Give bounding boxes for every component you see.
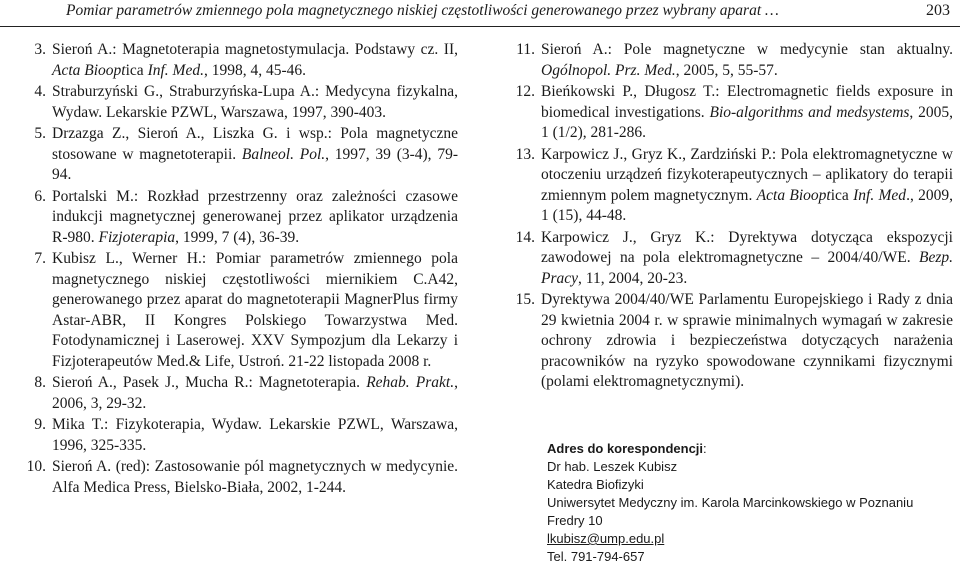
reference-number: 5. [34, 125, 46, 142]
reference-source-italic: Bio-algorithms and medsystems [709, 103, 910, 121]
contact-name: Dr hab. Leszek Kubisz [547, 459, 678, 474]
reference-text: Sieroń A., Pasek J., Mucha R.: Magnetoterapia. [52, 374, 367, 391]
contact-street: Fredry 10 [547, 513, 603, 528]
correspondence-heading: Adres do korespondencji [547, 441, 704, 456]
reference-text: ica [125, 61, 148, 79]
reference-text: , 1998, 4, 45-46. [203, 61, 307, 79]
reference-item [22, 249, 458, 372]
reference-number: 14. [515, 228, 535, 246]
reference-text: Mika T.: Fizykoterapia, Wydaw. Lekarskie PZWL, Warszawa, 1996, 325-335. [52, 416, 458, 454]
contact-email-link[interactable]: lkubisz@ump.edu.pl [547, 531, 665, 546]
reference-item [509, 290, 953, 393]
reference-source-italic: Fizjoterapia [98, 228, 176, 246]
reference-text: Kubisz L., Werner H.: Pomiar parametrów zmiennego pola magnetycznego niskiej częstotliwości miernikiem C.A42, generowanego przez aparat do magnetoterapii MagnerPlus firmy Astar-ABR, II Kongres Polskiego Towarzystwa Med. Fotodynamicznej i Laserowej. XXV Sympozjum dla Lekarzy i Fizjoterapeutów Med.& Life, Ustroń. 21-22 listopada 2008 r. [52, 250, 458, 370]
reference-source-italic: Bezp. Pracy [541, 249, 953, 287]
contact-phone: Tel. 791-794-657 [547, 549, 645, 564]
reference-item [22, 82, 458, 123]
reference-text: Sieroń A.: Pole magnetyczne w medycynie stan aktualny. [541, 41, 953, 58]
reference-item [509, 145, 953, 227]
reference-item [22, 373, 458, 414]
reference-item [509, 228, 953, 290]
reference-number: 6. [34, 187, 46, 205]
correspondence-block [547, 440, 947, 566]
reference-text: Straburzyński G., Straburzyńska-Lupa A.: Medycyna fizykalna, Wydaw. Lekarskie PZWL, Warszawa, 1997, 390-403. [52, 83, 458, 121]
reference-text: Karpowicz J., Gryz K., Zardziński P.: Pola elektromagnetyczne w otoczeniu urządzeń fizykoterapeutycznych – aplikatory do terapii zmiennym polem magnetycznym. [541, 145, 953, 204]
reference-text: ica [830, 186, 854, 204]
reference-number: 3. [34, 41, 46, 58]
reference-text: Drzazga Z., Sieroń A., Liszka G. i wsp.: Pola magnetyczne stosowane w magnetoterapii. [52, 125, 458, 163]
reference-source-italic: Ogólnopol. Prz. Med. [541, 61, 676, 79]
reference-item [22, 415, 458, 456]
reference-number: 13. [515, 145, 535, 163]
reference-text: , 2005, 5, 55-57. [675, 61, 778, 79]
reference-item [509, 82, 953, 144]
reference-source-italic: Inf. Med. [147, 61, 204, 79]
reference-number: 10. [26, 458, 46, 475]
reference-item [22, 187, 458, 249]
reference-text: , 1999, 7 (4), 36-39. [175, 228, 300, 246]
reference-number: 9. [34, 416, 46, 433]
references-right-column [509, 40, 953, 394]
reference-text: , 11, 2004, 20-23. [578, 269, 688, 287]
reference-number: 4. [34, 83, 46, 100]
reference-text: Bieńkowski P., Długosz T.: Electromagnetic fields exposure in biomedical investigations. [541, 83, 953, 121]
reference-source-italic: Acta Bioopt [52, 61, 126, 79]
contact-department: Katedra Biofizyki [547, 477, 644, 492]
reference-item [22, 40, 458, 81]
reference-source-italic: Rehab. Prakt. [366, 374, 455, 391]
reference-item [22, 124, 458, 186]
references-left-column [22, 40, 458, 499]
correspondence-colon: : [703, 441, 707, 456]
reference-text: Portalski M.: Rozkład przestrzenny oraz zależności czasowe indukcji magnetycznej generowanej przez aplikator urządzenia R-980. [52, 187, 458, 246]
reference-text: , 2006, 3, 29-32. [52, 374, 458, 412]
reference-text: Sieroń A. (red): Zastosowanie pól magnetycznych w medycynie. Alfa Medica Press, Bielsko-Biała, 2002, 1-244. [52, 458, 458, 496]
reference-number: 8. [34, 374, 46, 391]
reference-text: , 2005, 1 (1/2), 281-286. [541, 103, 953, 141]
reference-number: 11. [516, 41, 535, 58]
reference-number: 12. [515, 83, 535, 100]
reference-item [509, 40, 953, 81]
reference-number: 15. [515, 291, 535, 308]
page-number: 203 [926, 2, 950, 19]
reference-text: Sieroń A.: Magnetoterapia magnetostymulacja. Podstawy cz. II, [52, 41, 458, 58]
contact-university: Uniwersytet Medyczny im. Karola Marcinkowskiego w Poznaniu [547, 495, 914, 510]
reference-number: 7. [34, 250, 46, 267]
reference-text: , 1997, 39 (3-4), 79-94. [52, 145, 458, 183]
reference-source-italic: Acta Bioopt [756, 186, 831, 204]
reference-item [22, 457, 458, 498]
reference-source-italic: Inf. Med [853, 186, 907, 204]
reference-text: Karpowicz J., Gryz K.: Dyrektywa dotycząca ekspozycji zawodowej na pola elektromagnetyczne – 2004/40/WE. [541, 228, 953, 266]
reference-source-italic: Balneol. Pol. [241, 145, 326, 163]
running-header [0, 0, 960, 27]
reference-text: ., 2009, 1 (15), 44-48. [541, 186, 953, 224]
reference-text: Dyrektywa 2004/40/WE Parlamentu Europejskiego i Rady z dnia 29 kwietnia 2004 r. w sprawie minimalnych wymagań w zakresie ochrony zdrowia i bezpieczeństwa dotyczących narażenia pracowników na ryzyko spowodowane czynnikami fizycznymi (polami elektromagnetycznymi). [541, 291, 953, 390]
running-title: Pomiar parametrów zmiennego pola magnetycznego niskiej częstotliwości generowanego przez wybrany aparat … [66, 2, 779, 19]
